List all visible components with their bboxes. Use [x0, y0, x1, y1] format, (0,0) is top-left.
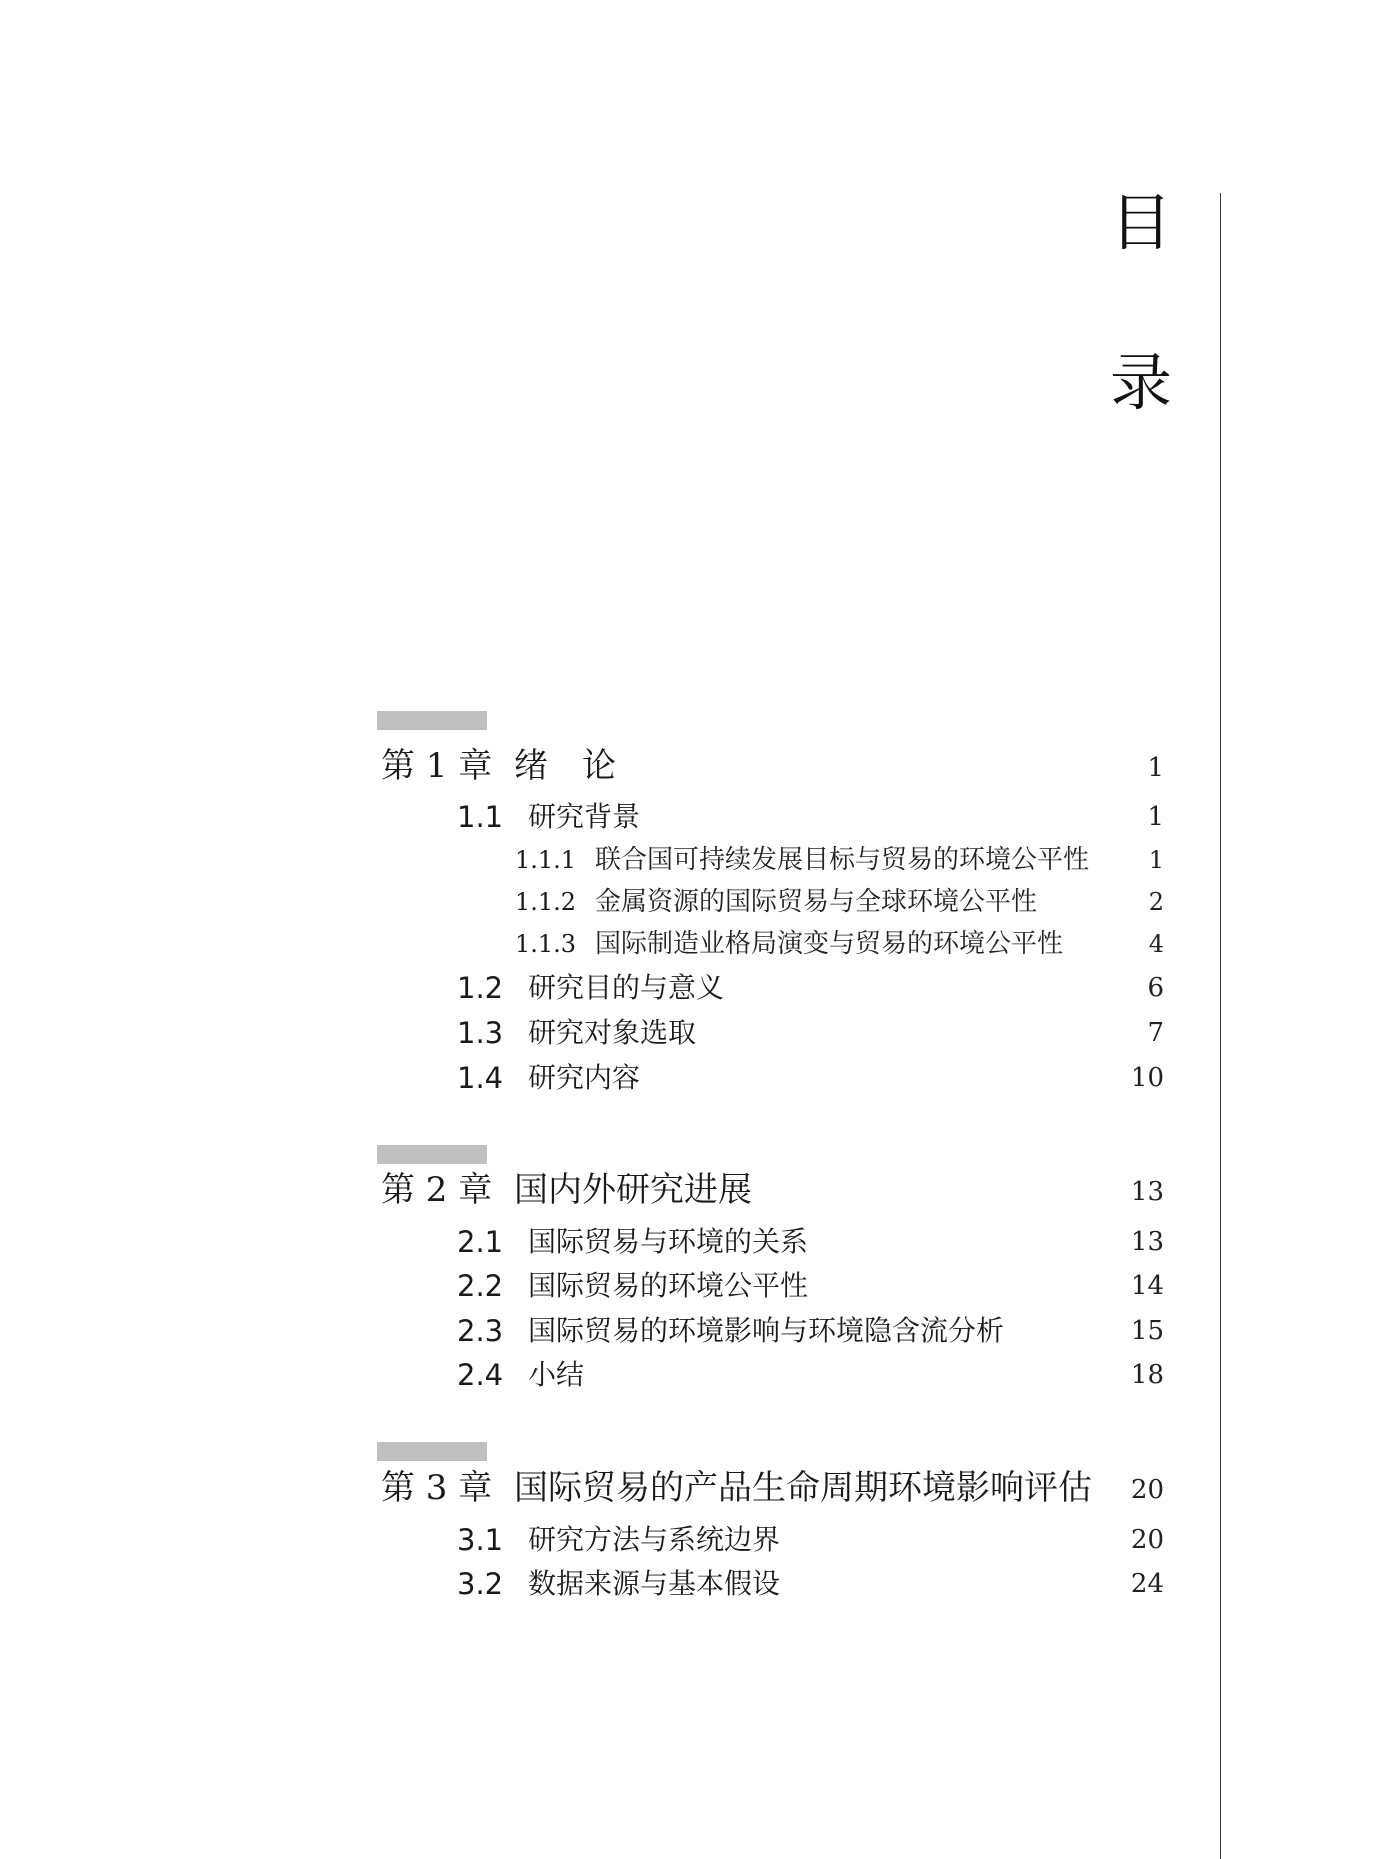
page-number: 1 [1148, 846, 1164, 874]
toc-section-2-2[interactable] [377, 1266, 1164, 1306]
section-title: 研究方法与系统边界 [528, 1523, 781, 1556]
chapter-title: 绪 论 [514, 746, 616, 786]
toc-section-2-4[interactable] [377, 1355, 1164, 1395]
toc-section-1-3[interactable] [377, 1013, 1164, 1053]
page-number: 24 [1130, 1569, 1164, 1599]
toc-chapter-3[interactable] [377, 1468, 1164, 1508]
toc-section-3-2[interactable] [377, 1564, 1164, 1604]
page-number: 13 [1130, 1227, 1164, 1257]
page-number: 4 [1148, 930, 1164, 958]
toc-section-1-1[interactable] [377, 797, 1164, 837]
toc-section-3-1[interactable] [377, 1520, 1164, 1560]
page-number: 6 [1147, 973, 1164, 1003]
chapter-title: 国际贸易的产品生命周期环境影响评估 [514, 1468, 1092, 1508]
section-title: 研究内容 [528, 1061, 641, 1094]
page-number: 18 [1130, 1360, 1164, 1390]
section-number: 1.2 [457, 971, 504, 1005]
toc-chapter-2[interactable] [377, 1170, 1164, 1210]
section-number: 3.1 [457, 1523, 504, 1557]
subsection-number: 1.1.2 [515, 888, 577, 916]
page-number: 1 [1147, 802, 1164, 832]
chapter-marker-bar [377, 1442, 487, 1461]
page-number: 7 [1147, 1018, 1164, 1048]
page-number: 20 [1130, 1525, 1164, 1555]
page-number: 13 [1130, 1177, 1164, 1207]
section-number: 2.3 [457, 1314, 504, 1348]
page-number: 1 [1147, 753, 1164, 783]
section-number: 1.1 [457, 800, 504, 834]
chapter-number: 第 1 章 [381, 746, 493, 786]
section-number: 3.2 [457, 1567, 504, 1601]
chapter-marker-bar [377, 711, 487, 730]
chapter-number: 第 2 章 [381, 1170, 493, 1210]
subsection-number: 1.1.1 [515, 846, 577, 874]
subsection-title: 联合国可持续发展目标与贸易的环境公平性 [595, 845, 1090, 875]
chapter-marker-bar [377, 1145, 487, 1164]
section-title: 研究目的与意义 [528, 971, 725, 1004]
section-title: 小结 [528, 1358, 585, 1391]
section-number: 2.1 [457, 1225, 504, 1259]
chapter-title: 国内外研究进展 [514, 1170, 752, 1210]
subsection-title: 金属资源的国际贸易与全球环境公平性 [595, 887, 1038, 917]
toc-chapter-1[interactable] [377, 746, 1164, 786]
toc-title-char-1: 目 [1110, 186, 1173, 259]
toc-title-char-2: 录 [1110, 346, 1173, 419]
chapter-number: 第 3 章 [381, 1468, 493, 1508]
toc-section-1-4[interactable] [377, 1058, 1164, 1098]
page-number: 14 [1130, 1271, 1164, 1301]
subsection-title: 国际制造业格局演变与贸易的环境公平性 [595, 929, 1064, 959]
section-number: 2.4 [457, 1358, 504, 1392]
section-title: 国际贸易与环境的关系 [528, 1225, 809, 1258]
section-number: 1.4 [457, 1061, 504, 1095]
toc-subsection-1-1-1[interactable] [377, 840, 1164, 880]
section-title: 数据来源与基本假设 [528, 1567, 781, 1600]
page-number: 2 [1148, 888, 1164, 916]
subsection-number: 1.1.3 [515, 930, 577, 958]
section-number: 2.2 [457, 1269, 504, 1303]
page-number: 15 [1130, 1316, 1164, 1346]
margin-rule-line [1220, 193, 1221, 1859]
section-title: 国际贸易的环境公平性 [528, 1269, 809, 1302]
section-title: 研究对象选取 [528, 1016, 697, 1049]
toc-section-2-3[interactable] [377, 1311, 1164, 1351]
toc-subsection-1-1-2[interactable] [377, 882, 1164, 922]
page-number: 10 [1130, 1063, 1164, 1093]
toc-section-1-2[interactable] [377, 968, 1164, 1008]
section-title: 研究背景 [528, 800, 641, 833]
toc-subsection-1-1-3[interactable] [377, 924, 1164, 964]
section-title: 国际贸易的环境影响与环境隐含流分析 [528, 1314, 1005, 1347]
toc-section-2-1[interactable] [377, 1222, 1164, 1262]
section-number: 1.3 [457, 1016, 504, 1050]
page-number: 20 [1130, 1475, 1164, 1505]
